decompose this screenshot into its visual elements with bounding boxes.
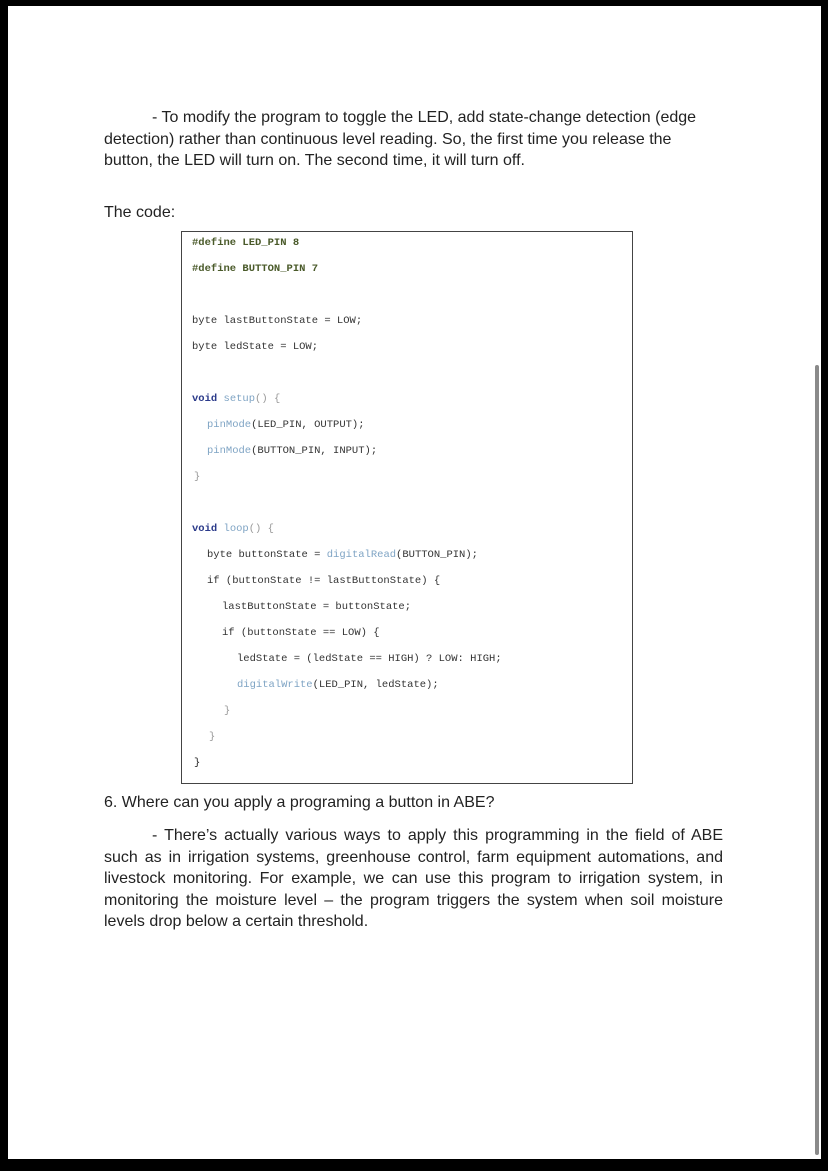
code-line — [207, 419, 365, 431]
code-label: The code: — [104, 204, 176, 221]
code-line: #define BUTTON_PIN 7 — [192, 263, 319, 275]
code-text: (BUTTON_PIN, INPUT); — [251, 445, 378, 457]
code-function: pinMode — [207, 445, 252, 457]
code-line: if (buttonState != lastButtonState) { — [207, 575, 441, 587]
code-line — [192, 523, 274, 535]
code-line: ledState = (ledState == HIGH) ? LOW: HIGH; — [237, 653, 502, 665]
code-function: loop — [223, 523, 249, 535]
code-line: } — [194, 757, 201, 769]
code-text: byte buttonState = — [207, 549, 327, 561]
code-block — [181, 231, 633, 784]
code-line: byte lastButtonState = LOW; — [192, 315, 363, 327]
code-text: () { — [255, 393, 281, 405]
code-text: (LED_PIN, OUTPUT); — [251, 419, 365, 431]
code-text: (BUTTON_PIN); — [396, 549, 478, 561]
code-function: digitalRead — [326, 549, 397, 561]
code-line: } — [194, 471, 201, 483]
code-line: #define LED_PIN 8 — [192, 237, 300, 249]
answer-paragraph: - There’s actually various ways to apply this programming in the field of ABE such as in irrigation systems, greenhouse control, farm equipment automations, and livestock monitoring. For example, we can use this program to irrigation system, in monitoring the moisture level – the program triggers the system when soil moisture levels drop below a certain threshold. — [104, 827, 723, 930]
code-text: () { — [248, 523, 274, 535]
code-text: (LED_PIN, ledState); — [312, 679, 439, 691]
code-line — [237, 679, 439, 691]
code-line — [207, 549, 478, 561]
code-line: } — [224, 705, 231, 717]
code-keyword: void — [192, 523, 218, 535]
code-line: } — [209, 731, 216, 743]
code-line — [207, 445, 377, 457]
code-function: digitalWrite — [237, 679, 313, 691]
code-line: if (buttonState == LOW) { — [222, 627, 380, 639]
intro-paragraph: - To modify the program to toggle the LED, add state-change detection (edge detection) rather than continuous level reading. So, the first time you release the button, the LED will turn on. The second time, it will turn off. — [104, 109, 697, 169]
code-keyword: void — [192, 393, 218, 405]
question-6: 6. Where can you apply a programing a button in ABE? — [104, 794, 495, 811]
code-function: setup — [223, 393, 256, 405]
code-line: lastButtonState = buttonState; — [222, 601, 412, 613]
code-function: pinMode — [207, 419, 252, 431]
code-line: byte ledState = LOW; — [192, 341, 319, 353]
vertical-scrollbar[interactable] — [815, 365, 819, 1155]
code-line — [192, 393, 280, 405]
